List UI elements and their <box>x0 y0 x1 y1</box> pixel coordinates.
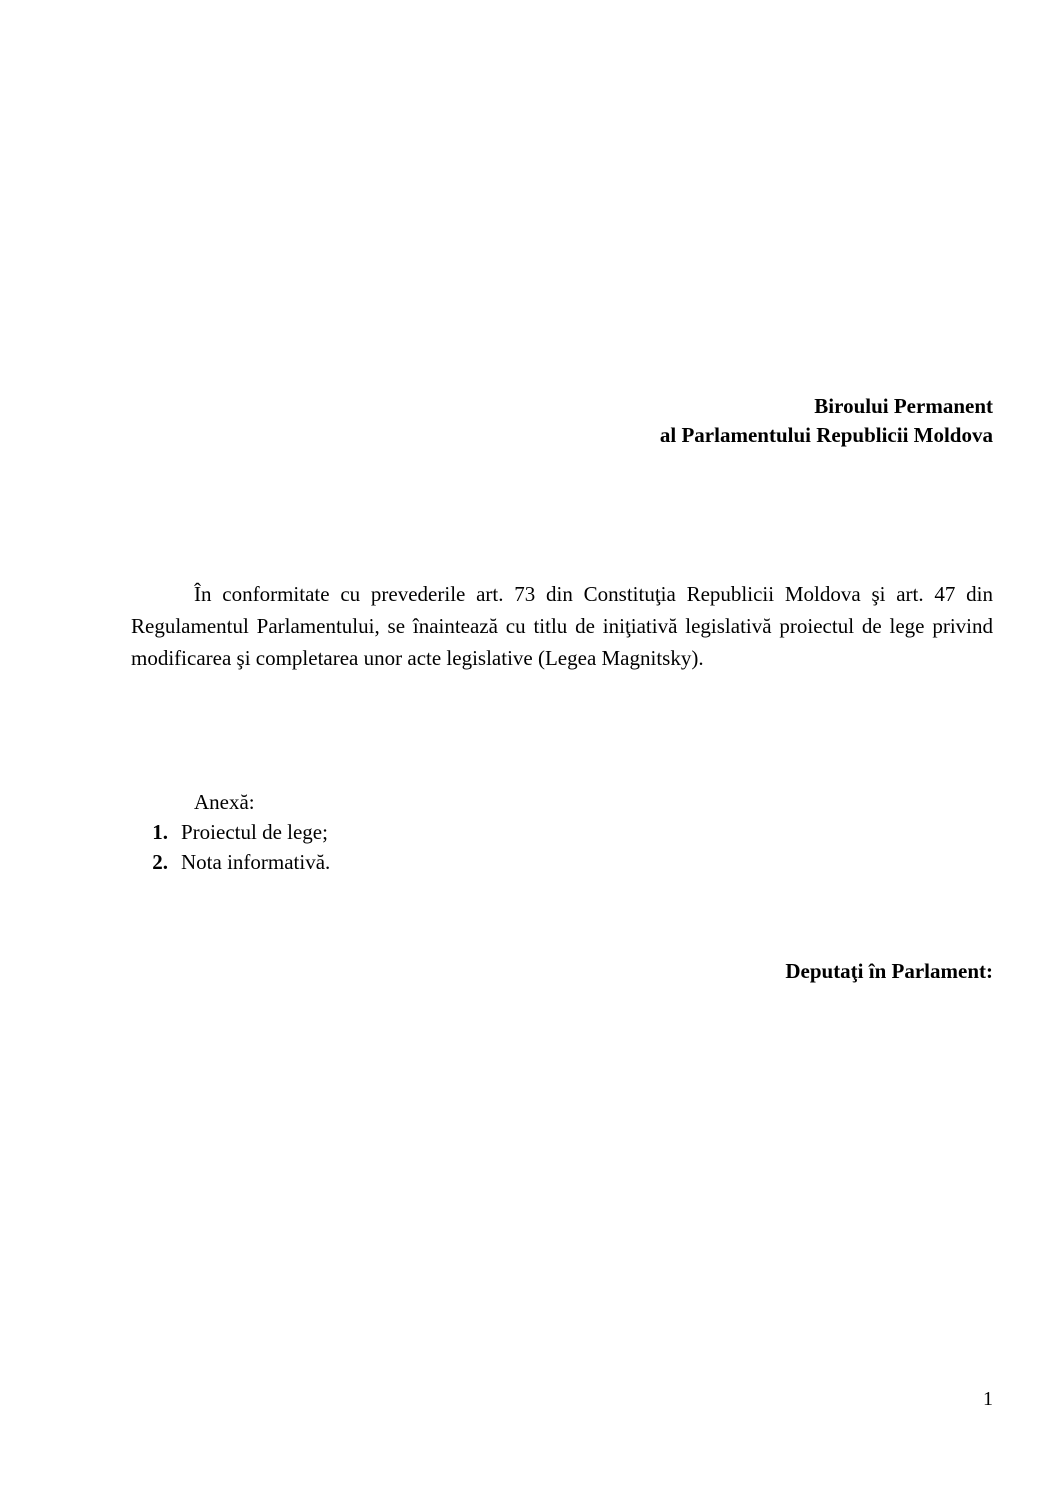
body-paragraph: În conformitate cu prevederile art. 73 din Constituţia Republicii Moldova şi art. 47 din Regulamentul Parlamentului, se înaintează cu titlu de iniţiativă legislativă proiectul de lege privind modificarea şi completarea unor acte legislative (Legea Magnitsky). <box>131 582 993 670</box>
annex-item-text: Nota informativă. <box>181 850 331 874</box>
annex-block <box>131 787 330 877</box>
annex-label: Anexă: <box>194 790 255 814</box>
annex-item <box>131 817 330 847</box>
addressee-line-1: Biroului Permanent <box>814 394 993 418</box>
annex-item-text: Proiectul de lege; <box>181 820 328 844</box>
addressee-block <box>660 392 993 450</box>
addressee-line-2: al Parlamentului Republicii Moldova <box>659 423 993 447</box>
page-number: 1 <box>983 1388 993 1410</box>
signature-label: Deputaţi în Parlament: <box>785 959 993 983</box>
annex-list <box>131 817 330 877</box>
annex-item-number: 1. <box>152 820 168 844</box>
annex-item <box>131 847 330 877</box>
annex-item-number: 2. <box>152 850 168 874</box>
